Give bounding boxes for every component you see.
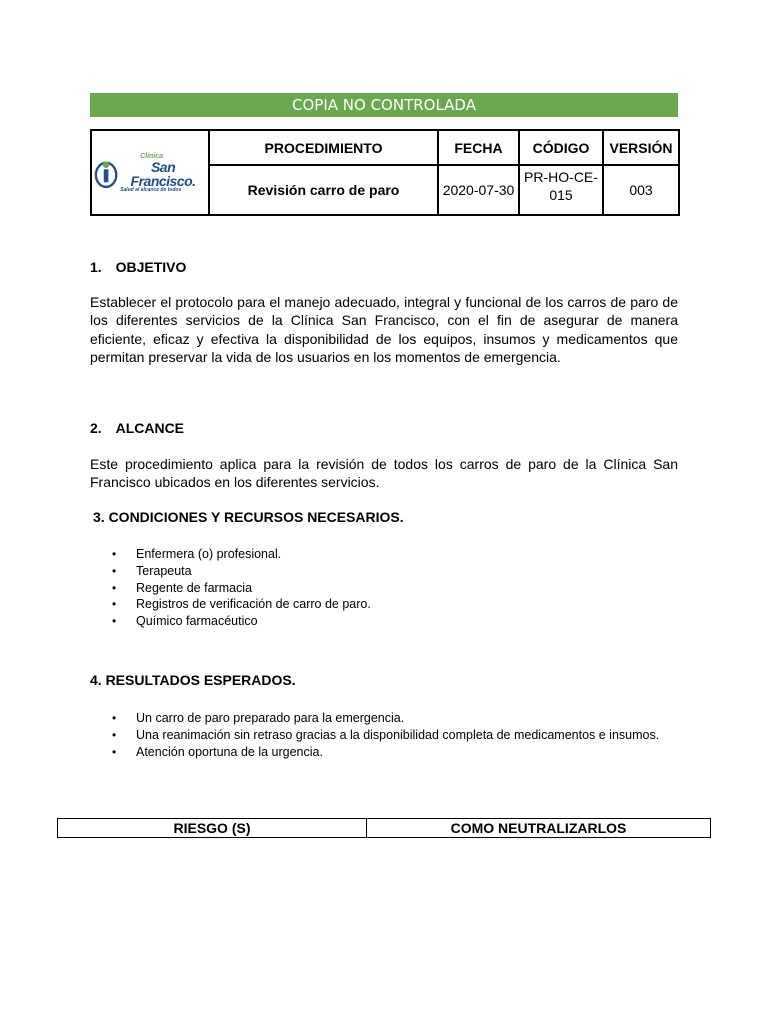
- logo-top-text: Clínica: [140, 152, 164, 160]
- col-codigo-header: CÓDIGO: [519, 130, 603, 165]
- section-2-text: Este procedimiento aplica para la revisión de todos los carros de paro de la Clínica San Francisco ubicados en los diferentes servicios.: [90, 456, 678, 491]
- codigo-value: PR-HO-CE-015: [519, 165, 603, 215]
- risk-column-header: RIESGO (S): [58, 819, 367, 838]
- section-2-title: ALCANCE: [115, 420, 185, 436]
- col-fecha-header: FECHA: [438, 130, 519, 165]
- col-version-header: VERSIÓN: [603, 130, 679, 165]
- section-2-heading: [90, 420, 184, 436]
- col-procedimiento-header: PROCEDIMIENTO: [209, 130, 438, 165]
- document-header-table: [90, 129, 680, 216]
- fecha-value: 2020-07-30: [438, 165, 519, 215]
- logo-slogan-text: Salud al alcance de todos: [120, 186, 182, 193]
- section-3-list: [90, 546, 678, 630]
- copy-status-banner: COPIA NO CONTROLADA: [90, 93, 678, 117]
- section-1-text: Establecer el protocolo para el manejo adecuado, integral y funcional de los carros de paro de los diferentes servicios de la Clínica San Francisco, con el fin de asegurar de manera eficiente, eficaz y efectiva la disponibilidad de los equipos, insumos y medicamentos que permitan preservar la vida de los usuarios en los momentos de emergencia.: [90, 294, 678, 366]
- list-item: • Una reanimación sin retraso gracias a la disponibilidad completa de medicamentos e insumos.: [90, 727, 678, 744]
- section-2-number: 2.: [90, 420, 102, 436]
- list-item: • Químico farmacéutico: [90, 613, 678, 630]
- list-item: • Terapeuta: [90, 563, 678, 580]
- section-1-title: OBJETIVO: [115, 259, 187, 275]
- section-4-list: [90, 710, 678, 760]
- neutralize-column-header: COMO NEUTRALIZARLOS: [367, 819, 711, 838]
- clinic-logo-icon: [94, 156, 118, 190]
- list-item: • Atención oportuna de la urgencia.: [90, 744, 678, 761]
- procedimiento-value: Revisión carro de paro: [209, 165, 438, 215]
- section-1-heading: [90, 259, 186, 275]
- section-4-heading: 4. RESULTADOS ESPERADOS.: [90, 672, 296, 688]
- clinic-logo: [94, 153, 206, 193]
- list-item: • Regente de farmacia: [90, 580, 678, 597]
- section-3-heading: 3. CONDICIONES Y RECURSOS NECESARIOS.: [93, 509, 404, 525]
- list-item: • Registros de verificación de carro de paro.: [90, 596, 678, 613]
- risk-table: [57, 818, 711, 838]
- list-item: • Un carro de paro preparado para la emergencia.: [90, 710, 678, 727]
- logo-cell: [91, 130, 209, 215]
- logo-name-text: San Francisco.: [130, 158, 196, 189]
- version-value: 003: [603, 165, 679, 215]
- list-item: • Enfermera (o) profesional.: [90, 546, 678, 563]
- section-1-number: 1.: [90, 259, 102, 275]
